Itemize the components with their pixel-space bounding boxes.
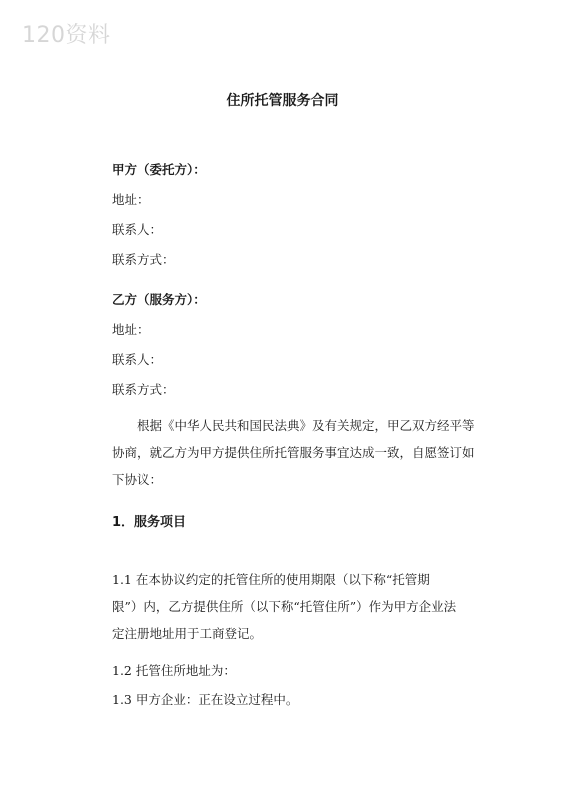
document-title: 住所托管服务合同 — [226, 93, 339, 109]
intro-line: 根据《中华人民共和国民法典》及有关规定，甲乙双方经平等 — [137, 418, 475, 433]
intro-line: 协商，就乙方为甲方提供住所托管服务事宜达成一致，自愿签订如 — [112, 445, 475, 460]
party-a-heading: 甲方（委托方）： — [112, 162, 206, 177]
clause-1-2: 1.2 托管住所地址为： — [112, 663, 236, 678]
clause-1-1-line: 1.1 在本协议约定的托管住所的使用期限（以下称“托管期 — [112, 572, 430, 587]
intro-paragraph — [112, 412, 484, 493]
clause-1-3: 1.3 甲方企业：正在设立过程中。 — [112, 692, 299, 707]
party-b-contact-method-label: 联系方式： — [112, 382, 175, 397]
party-a-address-label: 地址： — [112, 192, 150, 207]
clause-1-1 — [112, 566, 484, 647]
section-1-heading: 1．服务项目 — [112, 515, 187, 530]
intro-line: 下协议： — [112, 472, 163, 487]
party-b-heading: 乙方（服务方）： — [112, 292, 206, 307]
party-a-contact-method-label: 联系方式： — [112, 252, 175, 267]
watermark: 120资料 — [22, 23, 111, 48]
party-a-contact-label: 联系人： — [112, 222, 163, 237]
clause-1-1-line: 定注册地址用于工商登记。 — [112, 626, 263, 641]
party-b-address-label: 地址： — [112, 322, 150, 337]
clause-1-1-line: 限”）内，乙方提供住所（以下称“托管住所”）作为甲方企业法 — [112, 599, 457, 614]
party-b-contact-label: 联系人： — [112, 352, 163, 367]
